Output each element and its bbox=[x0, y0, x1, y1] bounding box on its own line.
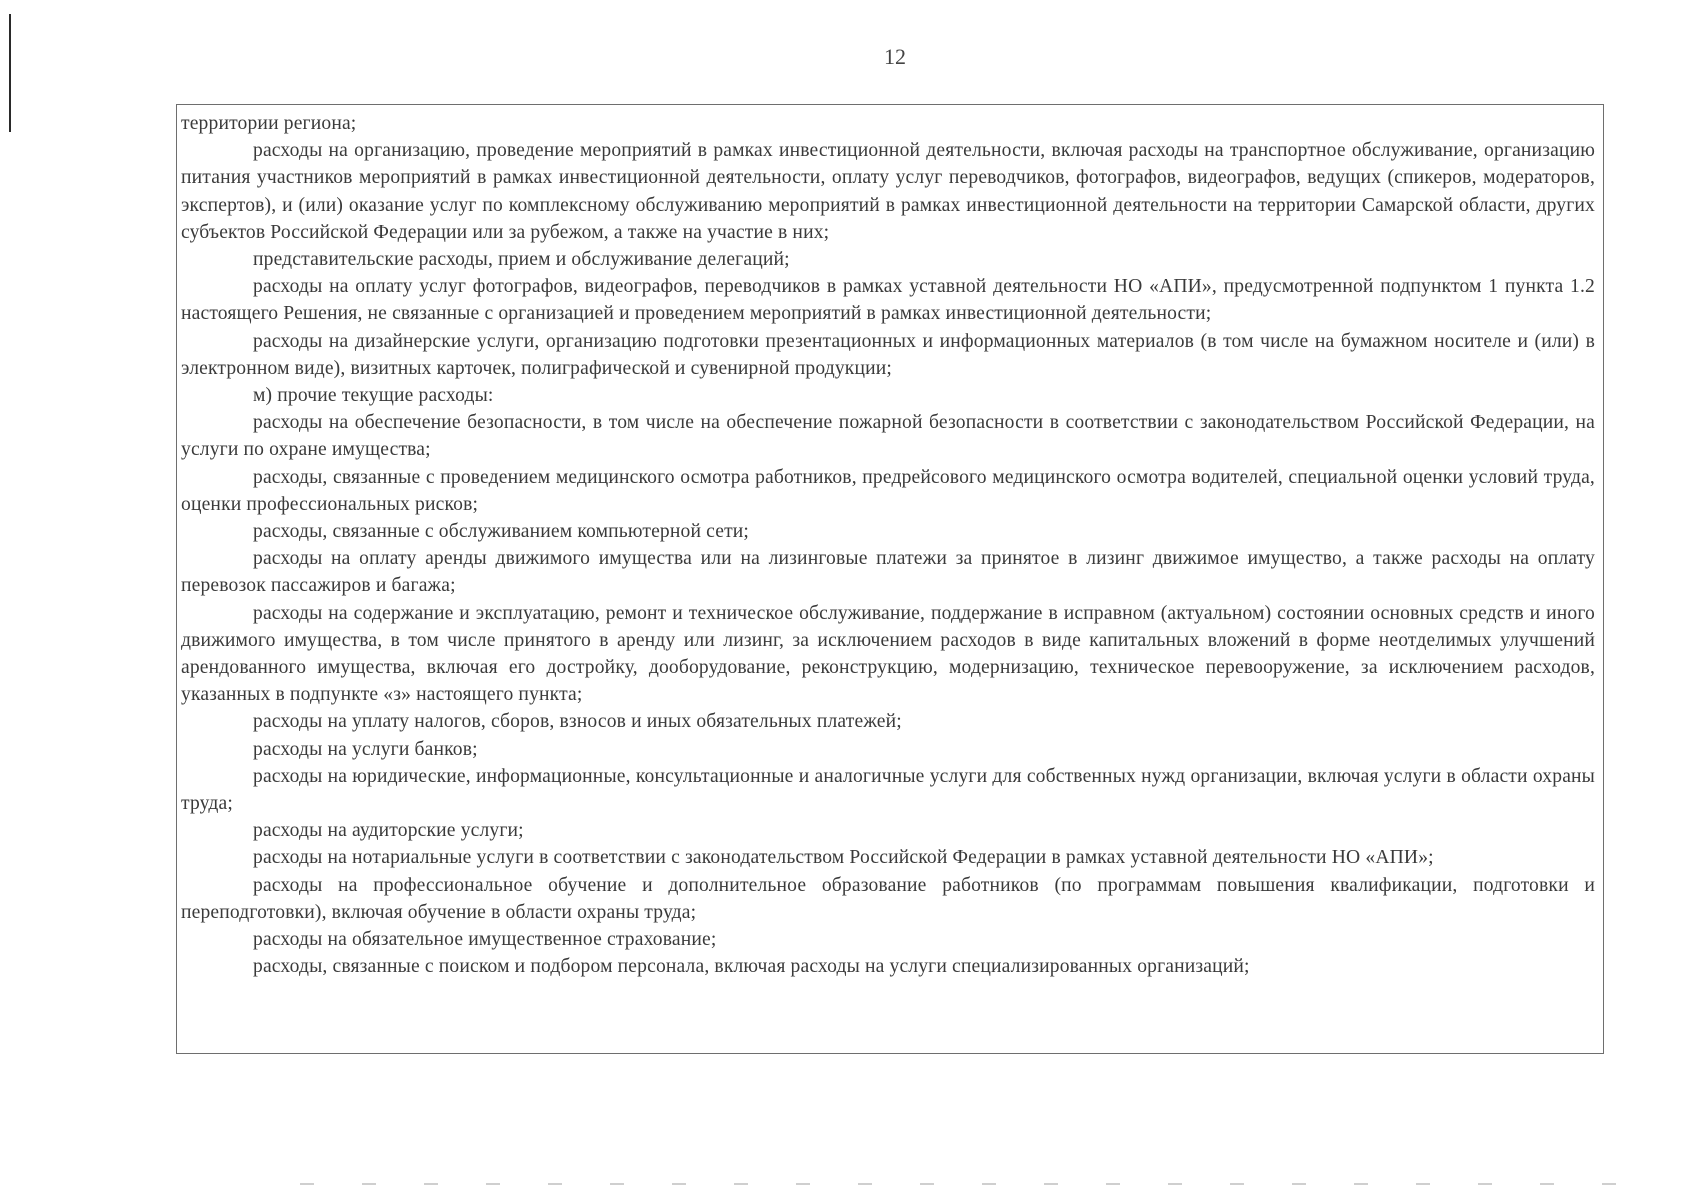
paragraph: расходы на обязательное имущественное страхование; bbox=[253, 929, 717, 951]
paragraph: представительские расходы, прием и обслуживание делегаций; bbox=[253, 249, 790, 271]
text-frame bbox=[176, 104, 1604, 1054]
paragraph: расходы на оплату аренды движимого имущества или на лизинговые платежи за принятое в лизинг движимое имущество, а также расходы на оплату перевозок пассажиров и багажа; bbox=[181, 548, 1595, 597]
paragraph: расходы на уплату налогов, сборов, взносов и иных обязательных платежей; bbox=[253, 711, 902, 733]
subsection-heading: м) прочие текущие расходы: bbox=[253, 385, 494, 407]
paragraph: расходы на нотариальные услуги в соответствии с законодательством Российской Федерации в рамках уставной деятельности НО «АПИ»; bbox=[253, 847, 1434, 869]
paragraph: расходы на профессиональное обучение и дополнительное образование работников (по программам повышения квалификации, подготовки и переподготовки), включая обучение в области охраны труда; bbox=[181, 874, 1595, 923]
scan-footer-artifact bbox=[300, 1183, 1620, 1185]
paragraph: расходы, связанные с обслуживанием компьютерной сети; bbox=[253, 521, 750, 543]
paragraph: расходы на организацию, проведение мероприятий в рамках инвестиционной деятельности, включая расходы на транспортное обслуживание, организацию питания участников мероприятий в рамках инвестиционной деятельности, оплату услуг переводчиков, фотографов, видеографов, ведущих (спикеров, модераторов, экспертов), и (или) оказание услуг по комплексному обслуживанию мероприятий в рамках инвестиционной деятельности на территории Самарской области, других субъектов Российской Федерации или за рубежом, а также на участие в них; bbox=[181, 140, 1595, 243]
paragraph: расходы, связанные с проведением медицинского осмотра работников, предрейсового медицинского осмотра водителей, специальной оценки условий труда, оценки профессиональных рисков; bbox=[181, 466, 1595, 515]
paragraph: расходы на оплату услуг фотографов, видеографов, переводчиков в рамках уставной деятельности НО «АПИ», предусмотренной подпунктом 1 пункта 1.2 настоящего Решения, не связанные с организацией и проведением мероприятий в рамках инвестиционной деятельности; bbox=[181, 276, 1595, 325]
paragraph: расходы на аудиторские услуги; bbox=[253, 820, 524, 842]
paragraph: расходы на содержание и эксплуатацию, ремонт и техническое обслуживание, поддержание в исправном (актуальном) состоянии основных средств и иного движимого имущества, в том числе принятого в аренду или лизинг, за исключением расходов в виде капитальных вложений в форме неотделимых улучшений арендованного имущества, включая его достройку, дооборудование, реконструкцию, модернизацию, техническое перевооружение, за исключением расходов, указанных в подпункте «з» настоящего пункта; bbox=[181, 602, 1595, 706]
page-number: 12 bbox=[884, 44, 906, 69]
paragraph: расходы на услуги банков; bbox=[253, 738, 478, 760]
paragraph: территории региона; bbox=[181, 113, 357, 134]
paragraph: расходы на обеспечение безопасности, в том числе на обеспечение пожарной безопасности в соответствии с законодательством Российской Федерации, на услуги по охране имущества; bbox=[181, 412, 1595, 461]
paragraph: расходы на дизайнерские услуги, организацию подготовки презентационных и информационных материалов (в том числе на бумажном носителе и (или) в электронном виде), визитных карточек, полиграфической и сувенирной продукции; bbox=[181, 330, 1595, 379]
paragraph: расходы на юридические, информационные, консультационные и аналогичные услуги для собственных нужд организации, включая услуги в области охраны труда; bbox=[181, 765, 1595, 815]
scan-edge-mark bbox=[9, 14, 11, 132]
paragraph: расходы, связанные с поиском и подбором персонала, включая расходы на услуги специализированных организаций; bbox=[253, 956, 1250, 978]
